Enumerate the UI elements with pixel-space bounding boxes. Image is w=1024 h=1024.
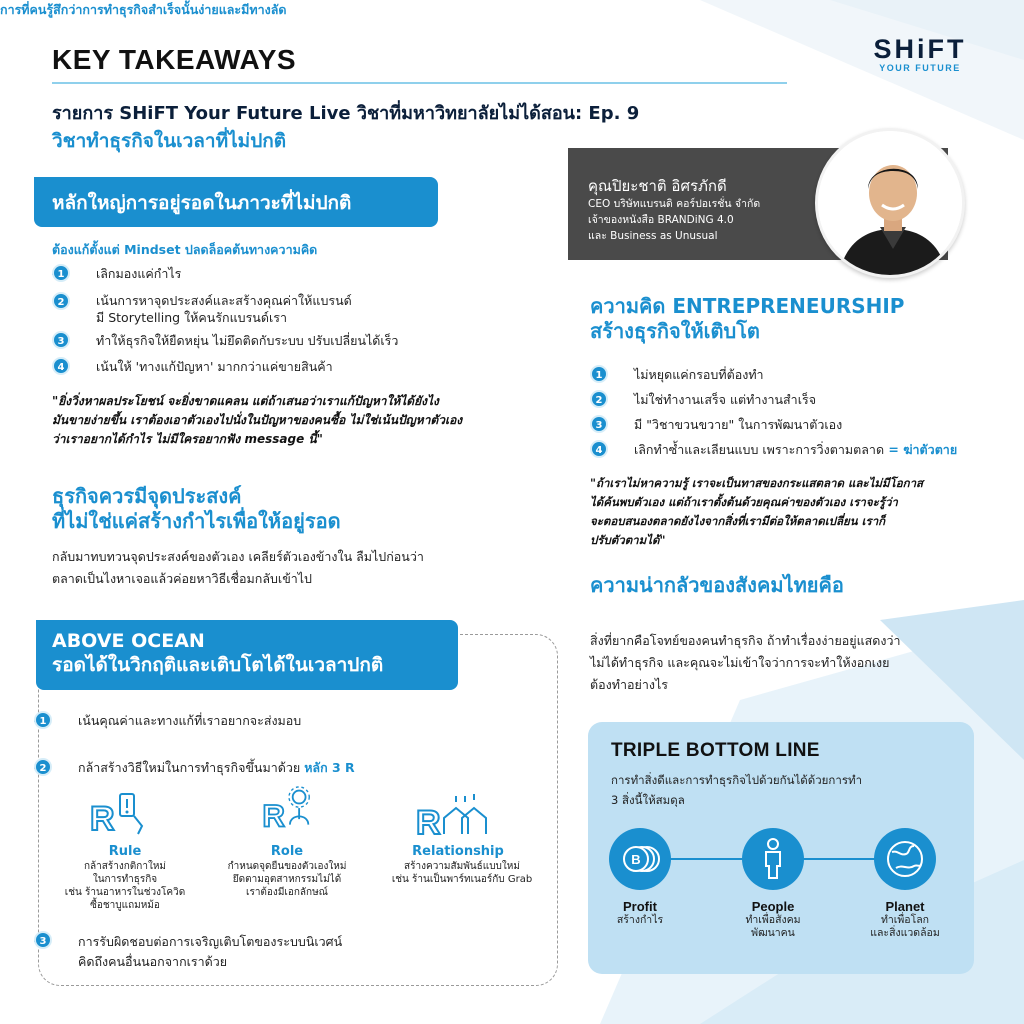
planet-sub <box>845 914 965 940</box>
coins-icon <box>609 828 671 890</box>
globe-icon <box>874 828 936 890</box>
page-title: KEY TAKEAWAYS <box>52 44 297 75</box>
section-heading-thai-society: ความน่ากลัวของสังคมไทยคือ <box>590 573 844 597</box>
list-item <box>78 932 342 972</box>
purpose-body <box>52 546 424 590</box>
title-underline <box>52 82 787 84</box>
list-item <box>634 441 957 458</box>
r-desc-rule <box>50 860 200 912</box>
svg-text:B: B <box>631 852 641 867</box>
list-item-line: คิดถึงคนอื่นนอกจากเราด้วย <box>78 954 228 969</box>
role-icon <box>254 786 324 832</box>
body-line: ต้องทำอย่างไร <box>590 677 668 692</box>
number-badge: 4 <box>590 440 608 458</box>
thai-society-body <box>590 630 901 696</box>
number-badge: 3 <box>590 415 608 433</box>
list-item: เลิกมองแค่กำไร <box>96 266 182 281</box>
speaker-info <box>588 196 813 244</box>
person-portrait-icon <box>818 131 965 278</box>
planet-label: Planet <box>885 899 925 914</box>
number-badge: 4 <box>52 357 70 375</box>
speaker-info-line: เจ้าของหนังสือ BRANDiNG 4.0 <box>588 214 734 226</box>
list-item-highlight: = ฆ่าตัวตาย <box>884 442 958 457</box>
list-item: ไม่หยุดแค่กรอบที่ต้องทำ <box>634 367 764 382</box>
number-badge: 2 <box>52 292 70 310</box>
mindset-label: ต้องแก้ตั้งแต่ Mindset ปลดล็อคต้นทางความคิด <box>52 242 318 257</box>
list-item <box>78 759 355 776</box>
logo-sub-text: YOUR FUTURE <box>879 63 961 73</box>
number-badge: 1 <box>52 264 70 282</box>
sub-line: และสิ่งแวดล้อม <box>870 927 940 939</box>
list-item <box>96 292 352 326</box>
people-sub <box>723 914 823 940</box>
people-label: People <box>751 899 795 914</box>
r-desc-line: เราต้องมีเอกลักษณ์ <box>246 887 328 898</box>
thai-society-subheading: การที่คนรู้สึกว่าการทำธุรกิจสำเร็จนั้นง่ายและมีทางลัด <box>0 2 287 17</box>
rule-icon <box>84 790 154 836</box>
r-desc-line: เช่น ร้านเป็นพาร์ทเนอร์กับ Grab <box>391 874 533 885</box>
quote-line: ว่าเราอยากได้กำไร ไม่มีใครอยากฟัง message นี้" <box>52 432 323 446</box>
people-circle <box>742 828 804 890</box>
quote-line: มันขายง่ายขึ้น เราต้องเอาตัวเองไปนั่งในปัญหาของคนซื้อ ไม่ใช่เน้นปัญหาตัวเอง <box>52 413 463 427</box>
list-item-text: กล้าสร้างวิธีใหม่ในการทำธุรกิจขึ้นมาด้วย <box>78 760 301 775</box>
heading-line: สร้างธุรกิจให้เติบโต <box>590 319 760 343</box>
relationship-icon <box>412 792 494 838</box>
list-item-line: เน้นการหาจุดประสงค์และสร้างคุณค่าให้แบรนด์ <box>96 293 352 308</box>
number-badge: 3 <box>52 331 70 349</box>
list-item: ทำให้ธุรกิจให้ยืดหยุ่น ไม่ยึดติดกับระบบ ปรับเปลี่ยนได้เร็ว <box>96 333 399 348</box>
r-title-role: Role <box>270 844 304 859</box>
quote-block <box>52 392 552 449</box>
desc-line: การทำสิ่งดีและการทำธุรกิจไปด้วยกันได้ด้วยการทำ <box>611 773 863 787</box>
triple-bottom-line-title: TRIPLE BOTTOM LINE <box>611 740 820 761</box>
r-desc-line: ซื้อชาบูแถมหม้อ <box>90 900 160 911</box>
heading-line: ธุรกิจควรมีจุดประสงค์ <box>52 484 242 508</box>
logo-main-text: SHiFT <box>873 34 967 64</box>
number-badge: 2 <box>34 758 52 776</box>
body-line: ตลาดเป็นไงหาเจอแล้วค่อยหาวิธีเชื่อมกลับเข้าไป <box>52 571 312 586</box>
section-header-survival: หลักใหญ่การอยู่รอดในภาวะที่ไม่ปกติ <box>34 177 438 227</box>
planet-circle <box>874 828 936 890</box>
sub-line: ทำเพื่อสังคม <box>745 914 801 926</box>
number-badge: 2 <box>590 390 608 408</box>
number-badge: 3 <box>34 931 52 949</box>
list-item: มี "วิชาขวนขวาย" ในการพัฒนาตัวเอง <box>634 417 843 432</box>
section-header-above-ocean <box>36 620 458 690</box>
r-title-rule: Rule <box>108 844 142 859</box>
profit-circle <box>609 828 671 890</box>
speaker-name: คุณปิยะชาติ อิศรภักดี <box>588 177 727 195</box>
header-line: ABOVE OCEAN <box>52 630 205 652</box>
r-desc-line: ยึดตามอุตสาหกรรมไม่ได้ <box>232 874 342 885</box>
brand-logo <box>864 34 976 73</box>
body-line: กลับมาทบทวนจุดประสงค์ของตัวเอง เคลียร์ตัวเองข้างใน ลืมไปก่อนว่า <box>52 549 424 564</box>
heading-line: ที่ไม่ใช่แค่สร้างกำไรเพื่อให้อยู่รอด <box>52 509 341 533</box>
r-desc-role <box>212 860 362 899</box>
svg-text:R: R <box>90 800 115 836</box>
list-item-line: มี Storytelling ให้คนรักแบรนด์เรา <box>96 310 287 325</box>
person-icon <box>742 828 804 890</box>
r-desc-relationship <box>372 860 552 886</box>
r-desc-line: เช่น ร้านอาหารในช่วงโควิด <box>64 887 186 898</box>
list-item: เน้นให้ 'ทางแก้ปัญหา' มากกว่าแค่ขายสินค้า <box>96 359 333 374</box>
r-desc-line: กำหนดจุดยืนของตัวเองใหม่ <box>227 861 347 872</box>
body-line: สิ่งที่ยากคือโจทย์ของคนทำธุรกิจ ถ้าทำเรื่องง่ายอยู่แสดงว่า <box>590 633 901 648</box>
triple-bottom-line-desc <box>611 770 941 810</box>
number-badge: 1 <box>34 711 52 729</box>
sub-line: พัฒนาคน <box>751 927 795 939</box>
heading-line: ความคิด ENTREPRENEURSHIP <box>590 294 905 318</box>
number-badge: 1 <box>590 365 608 383</box>
quote-block <box>590 474 990 550</box>
header-line: รอดได้ในวิกฤติและเติบโตได้ในเวลาปกติ <box>52 654 384 676</box>
svg-text:R: R <box>416 804 441 838</box>
r-desc-line: ในการทำธุรกิจ <box>92 874 158 885</box>
quote-line: ปรับตัวตามได้" <box>590 533 666 547</box>
section-heading-entrepreneurship <box>590 294 904 344</box>
r-desc-line: สร้างความสัมพันธ์แบบใหม่ <box>404 861 520 872</box>
episode-title: รายการ SHiFT Your Future Live วิชาที่มหาวิทยาลัยไม่ได้สอน: Ep. 9 <box>52 103 640 124</box>
list-item-line: การรับผิดชอบต่อการเจริญเติบโตของระบบนิเวศน์ <box>78 934 343 949</box>
speaker-avatar <box>815 128 965 278</box>
list-item: ไม่ใช่ทำงานเสร็จ แต่ทำงานสำเร็จ <box>634 392 817 407</box>
body-line: ไม่ได้ทำธุรกิจ และคุณจะไม่เข้าใจว่าการจะทำให้งอกเงย <box>590 655 890 670</box>
desc-line: 3 สิ่งนี้ให้สมดุล <box>611 793 685 807</box>
svg-text:R: R <box>262 798 285 832</box>
section-heading-purpose <box>52 484 341 534</box>
quote-line: "ถ้าเราไม่หาความรู้ เราจะเป็นทาสของกระแสตลาด และไม่มีโอกาส <box>590 476 924 490</box>
list-item-text: เลิกทำซ้ำและเลียนแบบ เพราะการวิ่งตามตลาด <box>634 442 885 457</box>
profit-sub: สร้างกำไร <box>616 914 664 926</box>
r-desc-line: กล้าสร้างกติกาใหม่ <box>83 861 167 872</box>
episode-subtitle: วิชาทำธุรกิจในเวลาที่ไม่ปกติ <box>52 130 287 152</box>
quote-line: "ยิ่งวิ่งหาผลประโยชน์ จะยิ่งขาดแคลน แต่ถ้าเสนอว่าเราแก้ปัญหาให้ได้ยังไง <box>52 394 439 408</box>
quote-line: ได้ค้นพบตัวเอง แต่ถ้าเราตั้งต้นด้วยคุณค่าของตัวเอง เราจะรู้ว่า <box>590 495 898 509</box>
speaker-info-line: CEO บริษัทแบรนดิ คอร์ปอเรชั่น จำกัด <box>588 198 761 210</box>
list-item: เน้นคุณค่าและทางแก้ที่เราอยากจะส่งมอบ <box>78 713 302 728</box>
speaker-info-line: และ Business as Unusual <box>588 230 718 242</box>
list-item-highlight: หลัก 3 R <box>304 760 355 775</box>
r-title-relationship: Relationship <box>412 844 504 859</box>
profit-label: Profit <box>623 899 657 914</box>
sub-line: ทำเพื่อโลก <box>880 914 930 926</box>
quote-line: จะตอบสนองตลาดยังไงจากสิ่งที่เรามีต่อให้ตลาดเปลี่ยน เราก็ <box>590 514 886 528</box>
